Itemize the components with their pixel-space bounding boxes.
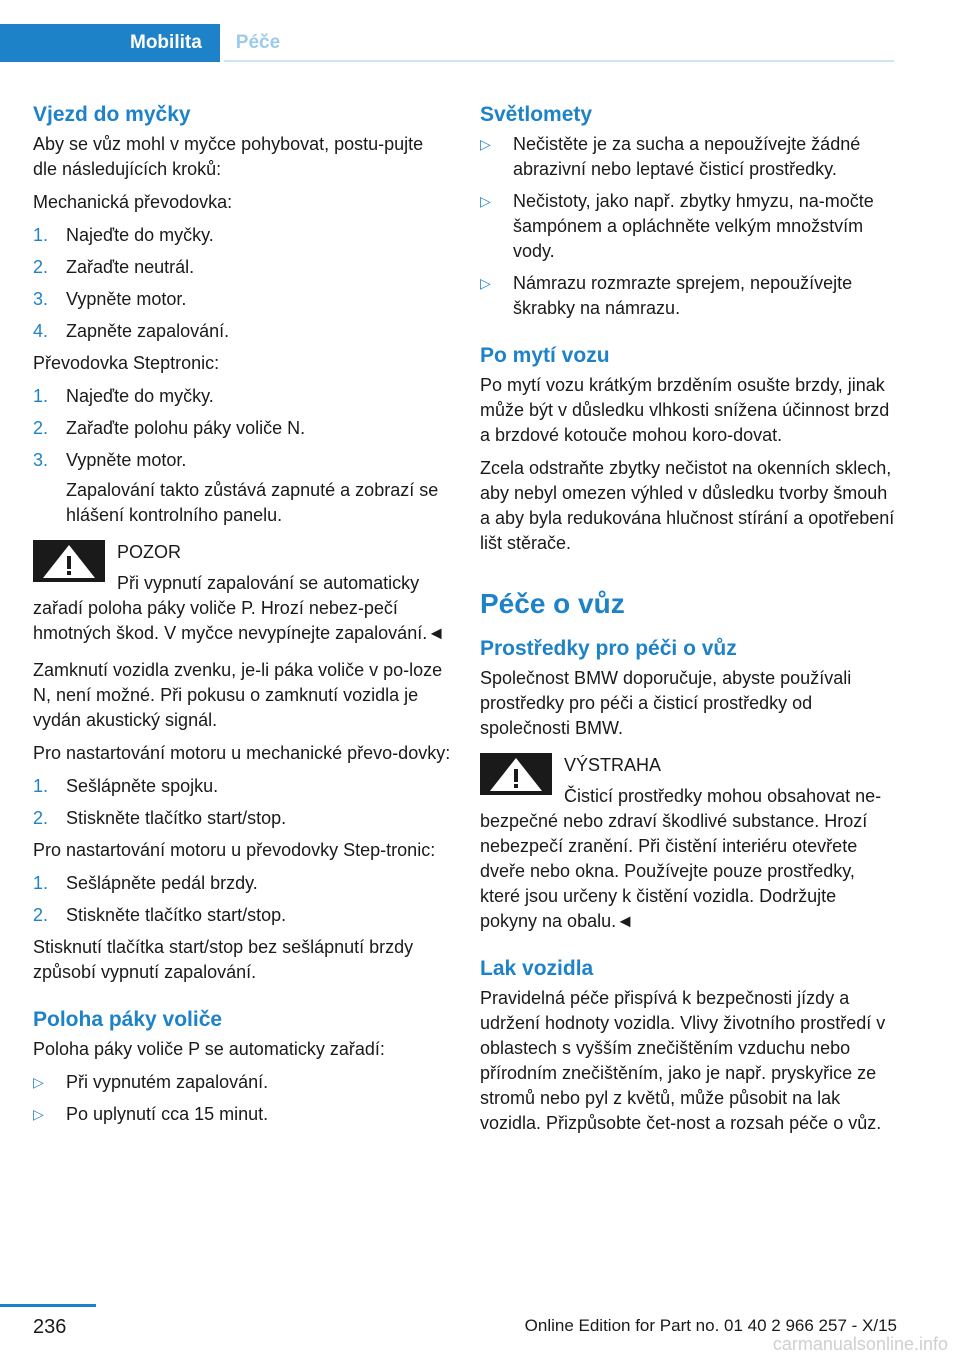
warning-text: bezpečné nebo zdraví škodlivé substance. Hrozí nebezpečí zranění. Při čistění interiéru otevřete dveře nebo okna. Používejte pouze prostředky, které jsou určeny k čistění vozidla. Dodržujte pokyny na obalu.◄ [480, 811, 868, 931]
triangle-right-icon: ▷ [480, 275, 491, 291]
section-title: Světlomety [480, 103, 593, 126]
paragraph: Mechanická převodovka: [33, 192, 233, 212]
list-item-text: Vypněte motor. [66, 289, 187, 309]
list-item [33, 319, 451, 344]
watermark: carmanualsonline.info [772, 1334, 948, 1354]
list-number: 3. [33, 450, 49, 470]
list-item [33, 223, 451, 248]
tab-mobilita: Mobilita [0, 24, 220, 62]
list-item-text: Při vypnutém zapalování. [66, 1072, 269, 1092]
edition-note: Online Edition for Part no. 01 40 2 966 257 - X/15 [524, 1316, 897, 1335]
paragraph: Pravidelná péče přispívá k bezpečnosti jízdy a udržení hodnoty vozidla. Vlivy životního prostředí v oblastech s vyšším znečištěním vzduchu nebo přírodním znečištěním, jako je např. pryskyřice ze stromů nebo pyl z květů, může působit na lak vozidla. Přizpůsobte čet‐nost a rozsah péče o vůz. [480, 988, 886, 1133]
list-item [33, 416, 451, 441]
section-title: Prostředky pro péči o vůz [480, 637, 737, 660]
list-item-text: Po uplynutí cca 15 minut. [66, 1104, 269, 1124]
section-title: Poloha páky voliče [33, 1008, 223, 1031]
triangle-right-icon: ▷ [33, 1074, 44, 1090]
paragraph: Pro nastartování motoru u převodovky Step‐tronic: [33, 840, 436, 860]
triangle-right-icon: ▷ [480, 136, 491, 152]
list-number: 2. [33, 418, 49, 438]
list-item [33, 774, 451, 799]
list-number: 2. [33, 905, 49, 925]
warning-text: zařadí poloha páky voliče P. Hrozí nebez‐pečí hmotných škod. V myčce nevypínejte zapalování.◄ [33, 598, 446, 643]
list-item-text: Nečistoty, jako např. zbytky hmyzu, na‐močte šampónem a opláchněte velkým množstvím vody. [513, 191, 874, 261]
section-paint [480, 954, 896, 1136]
tab-pece: Péče [235, 32, 281, 53]
list-number: 2. [33, 257, 49, 277]
triangle-right-icon: ▷ [480, 193, 491, 209]
list-item [480, 132, 896, 182]
list-number: 3. [33, 289, 49, 309]
list-item [480, 271, 896, 321]
warning-triangle-icon [33, 540, 105, 582]
numbered-list-start-manual [33, 774, 451, 831]
paragraph: Převodovka Steptronic: [33, 353, 220, 373]
warning-notice [33, 540, 451, 646]
list-item-text: Sešlápněte spojku. [66, 776, 219, 796]
warning-text: Při vypnutí zapalování se automaticky [117, 573, 420, 593]
section-car-wash-entry [33, 100, 451, 985]
paragraph: Zcela odstraňte zbytky nečistot na okenních sklech, aby nebyl omezen výhled v důsledku tvorby šmouh a aby byla redukována hlučnost stírání a opotřebení lišt stěrače. [480, 458, 895, 553]
triangle-right-icon: ▷ [33, 1106, 44, 1122]
list-item [33, 287, 451, 312]
list-number: 2. [33, 808, 49, 828]
list-item [33, 871, 451, 896]
paragraph: Aby se vůz mohl v myčce pohybovat, postu‐pujte dle následujících kroků: [33, 134, 424, 179]
page-number: 236 [33, 1316, 67, 1338]
list-item-text: Zapněte zapalování. [66, 321, 230, 341]
numbered-list-start-steptronic [33, 871, 451, 928]
list-item-text: Najeďte do myčky. [66, 225, 214, 245]
left-column [33, 100, 451, 1134]
paragraph: Stisknutí tlačítka start/stop bez sešlápnutí brzdy způsobí vypnutí zapalování. [33, 937, 414, 982]
list-item [33, 1070, 451, 1095]
list-item [33, 384, 451, 409]
header-tabs [0, 24, 296, 62]
list-number: 1. [33, 776, 49, 796]
list-number: 1. [33, 386, 49, 406]
numbered-list-manual [33, 223, 451, 344]
paragraph: Zamknutí vozidla zvenku, je-li páka voliče v po‐loze N, není možné. Při pokusu o zamknutí vozidla je vydán akustický signál. [33, 660, 443, 730]
paragraph: Po mytí vozu krátkým brzděním osušte brzdy, jinak může být v důsledku vlhkosti snížena účinnost brzd a brzdové kotouče mohou koro‐dovat. [480, 375, 890, 445]
warning-notice [480, 753, 896, 934]
list-number: 1. [33, 873, 49, 893]
list-item [33, 255, 451, 280]
warning-triangle-icon [480, 753, 552, 795]
chapter-title: Péče o vůz [480, 588, 625, 619]
list-number: 1. [33, 225, 49, 245]
list-item [33, 1102, 451, 1127]
footer-accent-bar [0, 1304, 96, 1307]
list-item-text: Nečistěte je za sucha a nepoužívejte žádné abrazivní nebo leptavé čisticí prostředky. [513, 134, 861, 179]
header-divider [224, 60, 894, 62]
warning-text: Čisticí prostředky mohou obsahovat ne‐ [564, 786, 882, 806]
list-item-text: Stiskněte tlačítko start/stop. [66, 905, 287, 925]
paragraph: Poloha páky voliče P se automaticky zařadí: [33, 1039, 385, 1059]
warning-title: VÝSTRAHA [564, 755, 662, 775]
list-item-text: Námrazu rozmrazte sprejem, nepoužívejte škrabky na námrazu. [513, 273, 853, 318]
numbered-list-steptronic [33, 384, 451, 528]
section-title: Po mytí vozu [480, 344, 610, 367]
warning-title: POZOR [117, 542, 182, 562]
list-item [33, 448, 451, 528]
section-after-wash [480, 341, 896, 556]
section-selector-lever [33, 1005, 451, 1127]
list-item [33, 903, 451, 928]
list-item-text: Sešlápněte pedál brzdy. [66, 873, 258, 893]
list-item [33, 806, 451, 831]
section-title: Lak vozidla [480, 957, 594, 980]
section-care-products [480, 634, 896, 934]
section-title: Vjezd do myčky [33, 103, 191, 126]
paragraph: Pro nastartování motoru u mechanické převo‐dovky: [33, 743, 451, 763]
section-headlights [480, 100, 896, 321]
list-item-text: Vypněte motor. [66, 450, 187, 470]
list-item-text: Stiskněte tlačítko start/stop. [66, 808, 287, 828]
list-item-note: Zapalování takto zůstává zapnuté a zobrazí se hlášení kontrolního panelu. [66, 480, 439, 525]
list-number: 4. [33, 321, 49, 341]
right-column [480, 100, 896, 1144]
paragraph: Společnost BMW doporučuje, abyste používali prostředky pro péči a čisticí prostředky od společnosti BMW. [480, 668, 852, 738]
list-item-text: Najeďte do myčky. [66, 386, 214, 406]
list-item-text: Zařaďte polohu páky voliče N. [66, 418, 306, 438]
list-item [480, 189, 896, 264]
bullet-list [33, 1070, 451, 1127]
bullet-list [480, 132, 896, 321]
list-item-text: Zařaďte neutrál. [66, 257, 195, 277]
